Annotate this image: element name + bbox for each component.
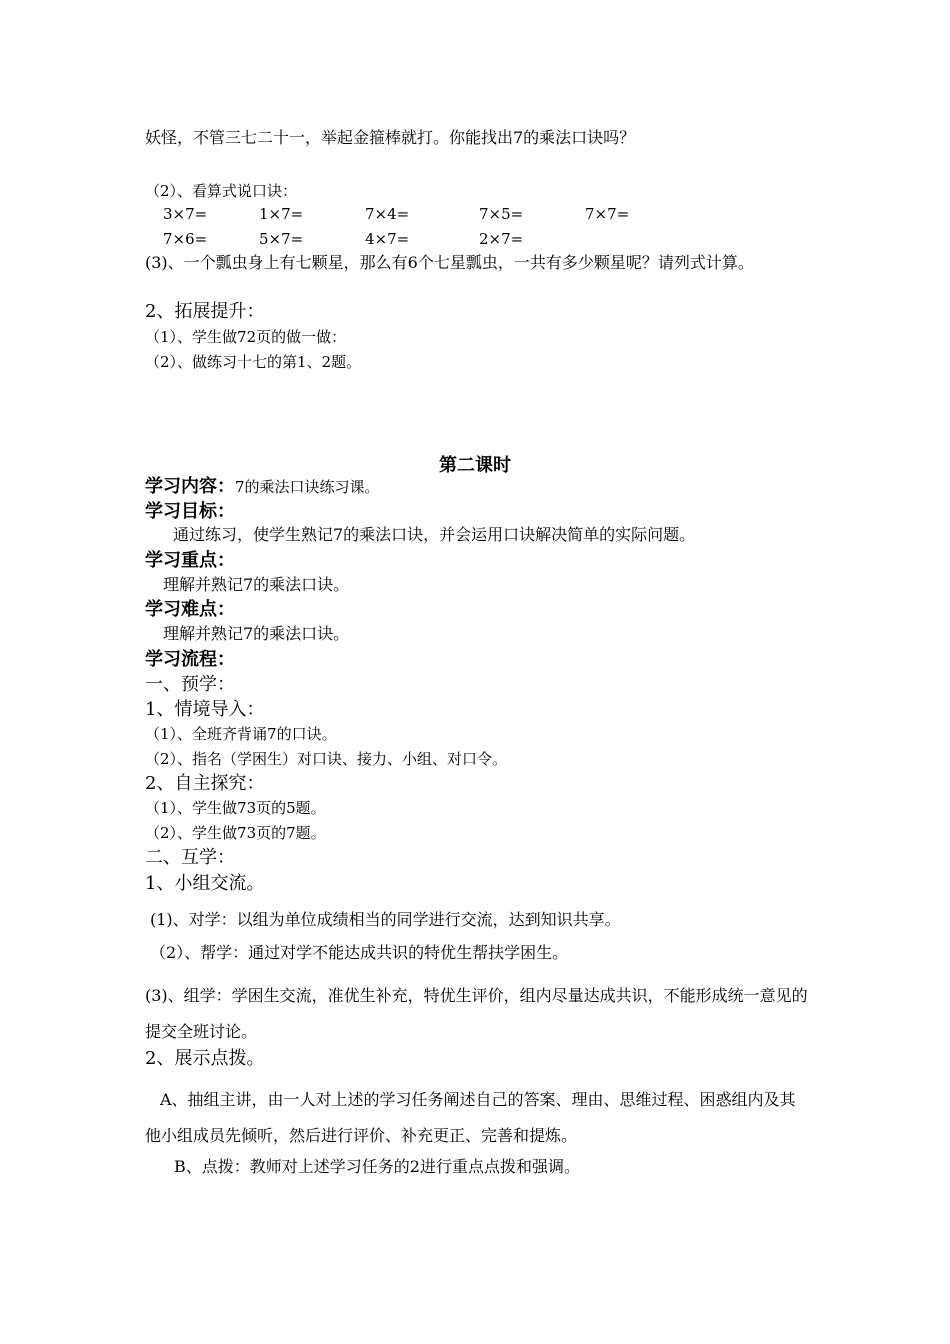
equation: 1×7= [259,205,304,223]
content-text: 7的乘法口诀练习课。 [235,478,380,496]
exercise-3-text: (3)、一个瓢虫身上有七颗星，那么有6个七星瓢虫，一共有多少颗星呢？请列式计算。 [145,253,754,272]
content-heading: 学习内容： [145,476,235,497]
explore-item-2: （2）、学生做73页的7题。 [145,824,326,842]
situation-item-2: （2）、指名（学困生）对口诀、接力、小组、对口令。 [145,750,508,768]
display-item-b: B、点拨：教师对上述学习任务的2进行重点点拨和强调。 [174,1157,580,1176]
equation: 5×7= [259,230,304,248]
key-heading: 学习重点： [145,550,235,571]
key-text: 理解并熟记7的乘法口诀。 [163,575,350,594]
flow-heading: 学习流程： [145,649,235,670]
equation: 7×4= [365,205,410,223]
explore-heading: 2、自主探究： [145,773,265,794]
difficulty-text: 理解并熟记7的乘法口诀。 [163,624,350,643]
section-mutual-heading: 二、互学： [145,847,235,868]
situation-item-1: （1）、全班齐背诵7的口诀。 [145,725,337,743]
equation: 2×7= [479,230,524,248]
exchange-item-3: (3)、组学：学困生交流，准优生补充，特优生评价，组内尽量达成共识，不能形成统一意见的提交全班讨论。 [145,986,808,1041]
explore-item-1: （1）、学生做73页的5题。 [145,799,326,817]
equation: 7×7= [585,205,630,223]
difficulty-heading: 学习难点： [145,599,235,620]
display-heading: 2、展示点拨。 [145,1048,265,1069]
extend-item-2: （2）、做练习十七的第1、2题。 [145,353,362,371]
equation: 7×6= [163,230,208,248]
display-item-a: A、抽组主讲，由一人对上述的学习任务阐述自己的答案、理由、思维过程、困惑组内及其他小组成员先倾听，然后进行评价、补充更正、完善和提炼。 [145,1090,796,1145]
extend-item-1: （1）、学生做72页的做一做： [145,328,347,346]
section-extend-heading: 2、拓展提升： [145,301,265,322]
content-line [145,475,380,499]
exchange-item-2: （2）、帮学：通过对学不能达成共识的特优生帮扶学困生。 [150,943,569,962]
lesson-title: 第二课时 [439,455,511,476]
goal-heading: 学习目标： [145,501,235,522]
group-exchange-heading: 1、小组交流。 [145,873,265,894]
story-line: 妖怪，不管三七二十一，举起金箍棒就打。你能找出7的乘法口诀吗？ [145,128,636,147]
equation: 3×7= [163,205,208,223]
goal-text: 通过练习，使学生熟记7的乘法口诀，并会运用口诀解决简单的实际问题。 [173,525,696,544]
equation: 4×7= [365,230,410,248]
exercise-2-heading: （2）、看算式说口诀： [145,182,298,200]
exchange-item-1: (1)、对学：以组为单位成绩相当的同学进行交流，达到知识共享。 [150,910,621,929]
equation: 7×5= [479,205,524,223]
situation-heading: 1、情境导入： [145,699,265,720]
section-preview-heading: 一、预学： [145,674,235,695]
